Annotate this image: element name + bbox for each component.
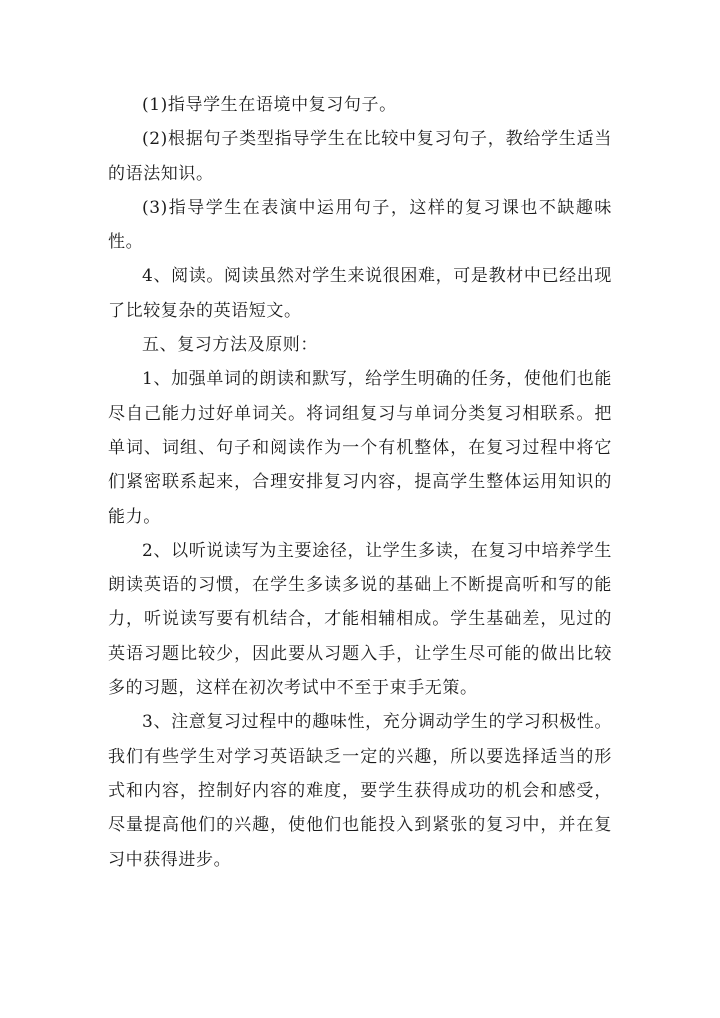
paragraph-method-2: 2、以听说读写为主要途径，让学生多读，在复习中培养学生朗读英语的习惯，在学生多读多说的基础上不断提高听和写的能力，听说读写要有机结合，才能相辅相成。学生基础差，见过的英语习题比较少，因此要从习题入手，让学生尽可能的做出比较多的习题，这样在初次考试中不至于束手无策。 [108,540,612,699]
paragraph-review-by-sentence-type: (2)根据句子类型指导学生在比较中复习句子，教给学生适当的语法知识。 [108,129,612,184]
paragraph-review-sentences-in-context: (1)指导学生在语境中复习句子。 [142,95,397,115]
section-heading-methods-principles: 五、复习方法及原则： [142,335,318,356]
paragraph-use-sentences-in-performance: (3)指导学生在表演中运用句子，这样的复习课也不缺趣味性。 [108,197,612,253]
paragraph-method-1: 1、加强单词的朗读和默写，给学生明确的任务，使他们也能尽自己能力过好单词关。将词组复习与单词分类复习相联系。把单词、词组、句子和阅读作为一个有机整体，在复习过程中将它们紧密联系起来，合理安排复习内容，提高学生整体运用知识的能力。 [108,369,612,527]
paragraph-reading: 4、阅读。阅读虽然对学生来说很困难，可是教材中已经出现了比较复杂的英语短文。 [108,266,612,321]
paragraph-method-3: 3、注意复习过程中的趣味性，充分调动学生的学习积极性。我们有些学生对学习英语缺乏一定的兴趣，所以要选择适当的形式和内容，控制好内容的难度，要学生获得成功的机会和感受，尽量提高他们的兴趣，使他们也能投入到紧张的复习中，并在复习中获得进步。 [108,712,612,870]
document-page [108,88,612,877]
